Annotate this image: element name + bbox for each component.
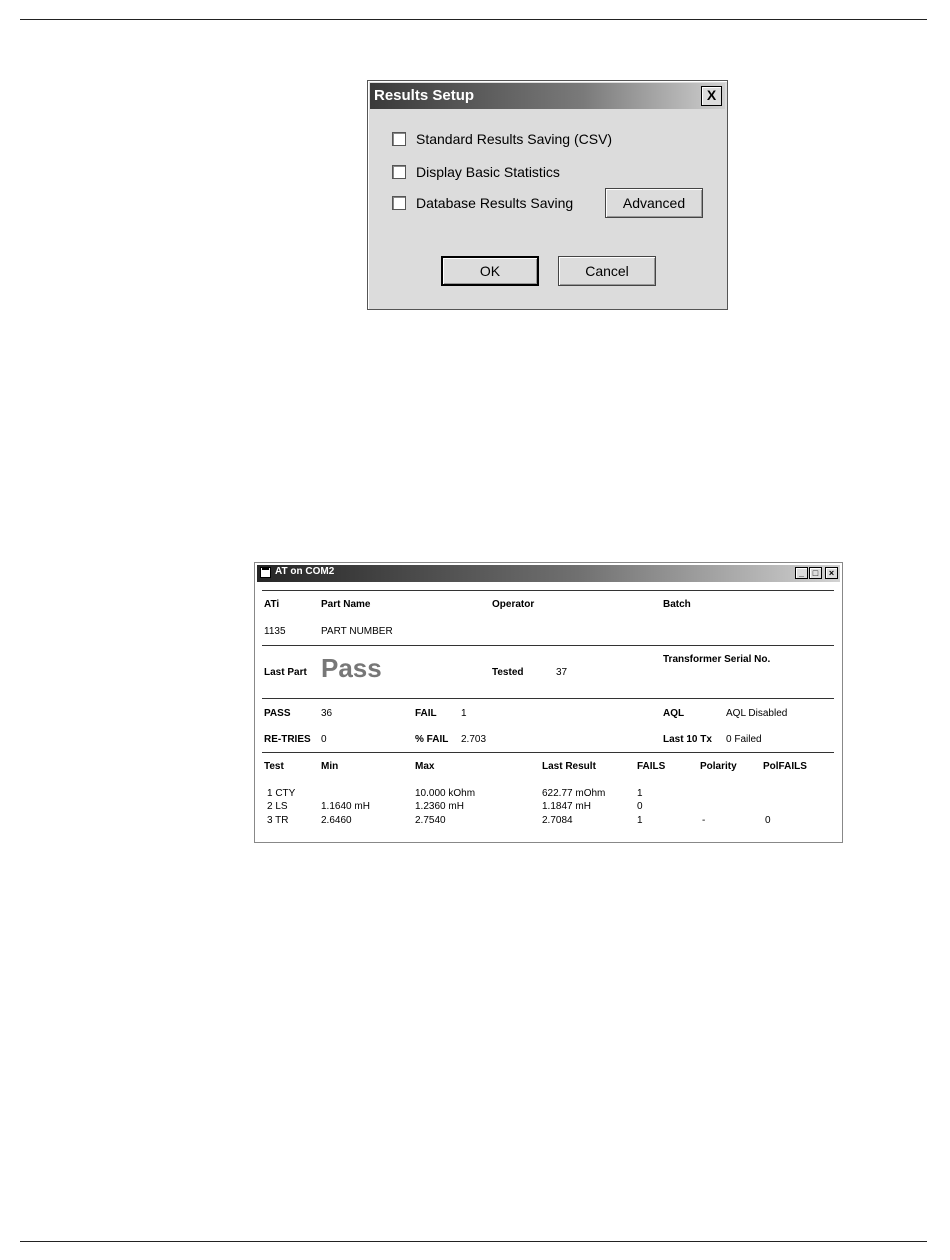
top-rule — [20, 19, 927, 20]
database-results-saving-label: Database Results Saving — [416, 195, 574, 211]
fail-value: 1 — [461, 708, 467, 719]
batch-label: Batch — [663, 599, 691, 610]
last-10-tx-value: 0 Failed — [726, 734, 762, 745]
minimize-button[interactable] — [795, 567, 808, 579]
retries-label: RE-TRIES — [264, 734, 311, 745]
display-basic-statistics-option[interactable] — [392, 162, 560, 182]
window-title: AT on COM2 — [275, 566, 335, 577]
ati-value: 1135 — [264, 626, 286, 637]
table-cell: 1 — [637, 788, 643, 799]
standard-results-saving-label: Standard Results Saving (CSV) — [416, 131, 613, 147]
minimize-icon: _ — [798, 568, 804, 578]
column-header: Min — [321, 761, 339, 772]
maximize-button[interactable] — [809, 567, 822, 579]
bottom-rule — [20, 1241, 927, 1242]
dialog-close-button[interactable] — [701, 86, 722, 106]
pass-value: 36 — [321, 708, 333, 719]
table-cell: 0 — [637, 801, 643, 812]
separator — [262, 590, 834, 591]
ati-label: ATi — [264, 599, 280, 610]
table-cell: 2 LS — [267, 801, 288, 812]
fail-label: FAIL — [415, 708, 437, 719]
database-results-saving-option[interactable] — [392, 193, 573, 213]
table-cell: 2.7084 — [542, 815, 573, 826]
table-cell: 1.1847 mH — [542, 801, 591, 812]
table-cell: 0 — [765, 815, 771, 826]
part-name-label: Part Name — [321, 599, 371, 610]
column-header: Test — [264, 761, 284, 772]
aql-value: AQL Disabled — [726, 708, 788, 719]
app-icon — [260, 567, 271, 578]
cancel-button[interactable]: Cancel — [558, 256, 656, 286]
table-cell: 1 CTY — [267, 788, 296, 799]
part-name-value: PART NUMBER — [321, 626, 393, 637]
column-header: Max — [415, 761, 435, 772]
tested-value: 37 — [556, 667, 568, 678]
column-header: PolFAILS — [763, 761, 807, 772]
table-cell: 622.77 mOhm — [542, 788, 606, 799]
dialog-title-bar[interactable] — [370, 83, 725, 109]
table-cell: 1.2360 mH — [415, 801, 464, 812]
table-cell: 3 TR — [267, 815, 289, 826]
maximize-icon: □ — [812, 568, 819, 578]
table-cell: - — [702, 815, 706, 826]
standard-results-saving-option[interactable] — [392, 129, 612, 149]
table-cell: 10.000 kOhm — [415, 788, 476, 799]
last-part-status: Pass — [321, 653, 382, 683]
separator — [262, 752, 834, 753]
table-cell: 1.1640 mH — [321, 801, 370, 812]
display-basic-statistics-checkbox[interactable] — [392, 165, 406, 179]
close-icon: X — [706, 87, 717, 103]
close-icon: × — [828, 568, 835, 578]
window-close-button[interactable] — [825, 567, 838, 579]
separator — [262, 698, 834, 699]
pct-fail-label: % FAIL — [415, 734, 449, 745]
aql-label: AQL — [663, 708, 685, 719]
dialog-title: Results Setup — [374, 87, 475, 104]
column-header: FAILS — [637, 761, 666, 772]
table-cell: 2.6460 — [321, 815, 352, 826]
column-header: Polarity — [700, 761, 737, 772]
ok-button[interactable]: OK — [441, 256, 539, 286]
database-results-saving-checkbox[interactable] — [392, 196, 406, 210]
last-part-label: Last Part — [264, 667, 307, 678]
display-basic-statistics-label: Display Basic Statistics — [416, 164, 560, 180]
tested-label: Tested — [492, 667, 524, 678]
standard-results-saving-checkbox[interactable] — [392, 132, 406, 146]
separator — [262, 645, 834, 646]
at-on-com2-window — [254, 562, 843, 843]
retries-value: 0 — [321, 734, 327, 745]
pass-label: PASS — [264, 708, 291, 719]
advanced-button[interactable]: Advanced — [605, 188, 703, 218]
table-cell: 2.7540 — [415, 815, 446, 826]
pct-fail-value: 2.703 — [461, 734, 487, 745]
last-10-tx-label: Last 10 Tx — [663, 734, 712, 745]
operator-label: Operator — [492, 599, 535, 610]
results-setup-dialog — [367, 80, 728, 310]
window-title-bar[interactable] — [257, 565, 840, 582]
transformer-serial-label: Transformer Serial No. — [663, 654, 771, 665]
column-header: Last Result — [542, 761, 596, 772]
table-cell: 1 — [637, 815, 643, 826]
